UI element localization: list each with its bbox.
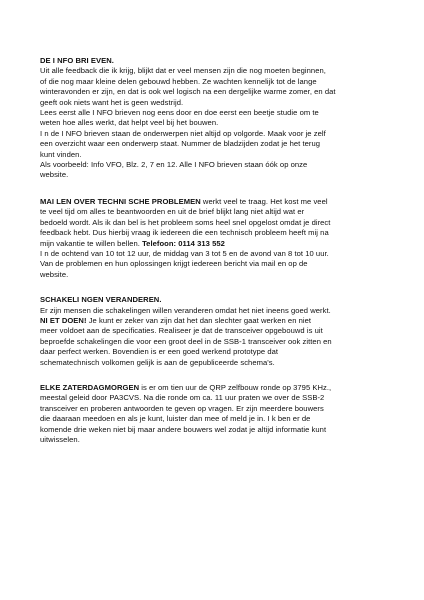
section-heading: DE I NFO BRI EVEN. [40,56,114,65]
paragraph-line: feedback hebt. Dus hierbij vraag ik iedereen die een technisch probleem heeft mij na [40,228,329,238]
phone-line-text: mijn vakantie te willen bellen. [40,238,143,248]
heading-line [40,197,400,207]
paragraph-line: uitwisselen. [40,435,80,444]
paragraph-line: winteravonden er zijn, en dat is ook wel logisch na een dergelijke warme zomer, en dat [40,87,336,97]
paragraph-line: die daaraan meedoen en als je kunt, luister dan mee of meld je in. I k ben er de [40,414,311,424]
paragraph-line: transceiver en proberen antwoorden te geven op vragen. Er zijn meerdere bouwers [40,403,324,413]
paragraph-line: Uit alle feedback die ik krijg, blijkt dat er veel mensen zijn die nog moeten beginnen, [40,66,326,76]
paragraph-line: Er zijn mensen die schakelingen willen veranderen omdat het niet ineens goed werkt. [40,305,331,315]
paragraph-line: schematechnisch volkomen gelijk is aan de gepubliceerde schema's. [40,357,275,367]
paragraph-line: bedoeld wordt. Als ik dan bel is het probleem soms heel snel opgelost omdat je direct [40,217,331,227]
document-page [40,56,400,460]
section-info-brieven [40,56,400,181]
paragraph-line: kunt vinden. [40,149,82,159]
phone-line [40,239,400,249]
section-schakelingen [40,295,400,368]
paragraph-line: daar perfect werken. Bovendien is er een goed werkend prototype dat [40,347,279,357]
paragraph-line: Lees eerst alle I NFO brieven nog eens door en doe eerst een beetje studie om te [40,108,319,118]
section-heading: SCHAKELI NGEN VERANDEREN. [40,295,162,305]
paragraph-line: weten hoe alles werkt, dat helpt veel bij het bouwen. [40,118,219,128]
section-zaterdagmorgen [40,383,400,445]
paragraph-line: meer voldoet aan de specificaties. Realiseer je dat de transceiver opgebouwd is uit [40,326,323,336]
paragraph-line: beproefde schakelingen die voor een groot deel in de SSB-1 transceiver ook zitten en [40,336,332,346]
warning-line [40,316,400,326]
paragraph-line: Van de problemen en hun oplossingen krijgt iedereen bericht via mail en op de [40,259,308,269]
section-mailen [40,197,400,280]
paragraph-line: komende drie weken niet bij maar andere bouwers wel zodat je altijd informatie kunt [40,424,327,434]
warning-continuation: Je kunt er zeker van zijn dat het dan slechter gaat werken en niet [86,315,312,325]
heading-continuation: werkt veel te traag. Het kost me veel [200,196,328,206]
section-heading: MAI LEN OVER TECHNI SCHE PROBLEMEN [40,196,201,206]
paragraph-line: I n de I NFO brieven staan de onderwerpen niet altijd op volgorde. Maak voor je zelf [40,128,326,138]
section-heading: ELKE ZATERDAGMORGEN [40,382,140,392]
paragraph-line: website. [40,170,69,180]
paragraph-line: website. [40,269,69,279]
phone-number: Telefoon: 0114 313 552 [142,238,225,248]
heading-line [40,383,400,393]
paragraph-line: of die nog maar kleine delen gebouwd hebben. Ze wachten kennelijk tot de lange [40,76,317,86]
paragraph-line: meestal geleid door PA3CVS. Na die ronde om ca. 11 uur praten we over de SSB-2 [40,393,325,403]
paragraph-line: Als voorbeeld: Info VFO, Blz. 2, 7 en 12. Alle I NFO brieven staan óók op onze [40,160,308,170]
warning-emphasis: NI ET DOEN! [40,315,87,325]
paragraph-line: een overzicht waar een onderwerp staat. Nummer de bladzijden zodat je het terug [40,139,321,149]
heading-continuation: is er om tien uur de QRP zelfbouw ronde op 3795 KHz., [139,382,332,392]
paragraph-line: geeft ook niets want het is geen wedstrijd. [40,97,184,107]
paragraph-line: te veel tijd om alles te beantwoorden en uit de brief blijkt lang niet altijd wat er [40,207,305,217]
paragraph-line: I n de ochtend van 10 tot 12 uur, de middag van 3 tot 5 en de avond van 8 tot 10 uur. [40,248,329,258]
